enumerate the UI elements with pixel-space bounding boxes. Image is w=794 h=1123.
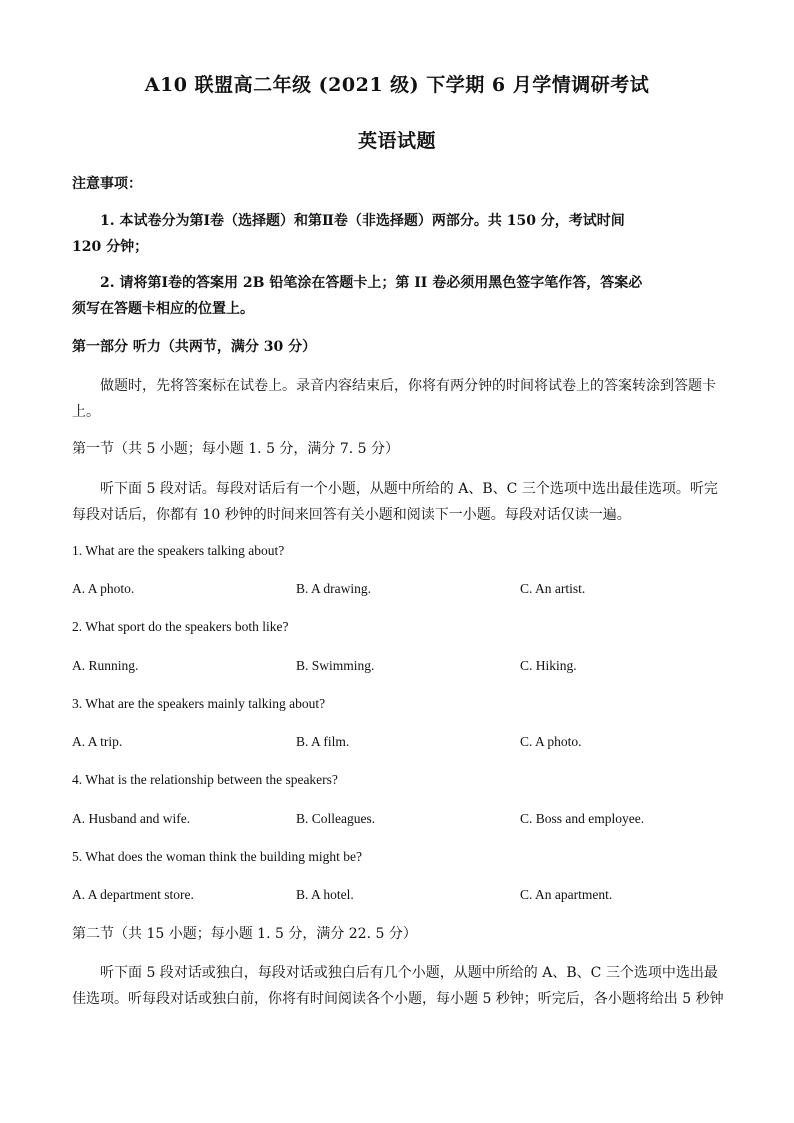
option-a: A. Running.: [72, 658, 139, 673]
section2-intro-line-2: 佳选项。听每段对话或独白前，你将有时间阅读各个小题，每小题 5 秒钟；听完后，各小题将给出 5 秒钟: [72, 991, 724, 1007]
option-a: A. Husband and wife.: [72, 811, 191, 826]
part1-intro-line-2: 上。: [72, 404, 100, 420]
exam-subtitle: 英语试题: [357, 130, 436, 152]
option-b: B. A hotel.: [296, 887, 354, 902]
question-1-options: [72, 576, 722, 602]
question-2: 2. What sport do the speakers both like?: [72, 619, 289, 634]
option-c: C. An apartment.: [520, 887, 613, 902]
question-4-options: [72, 806, 722, 832]
question-2-options: [72, 653, 722, 679]
option-c: C. Boss and employee.: [520, 811, 645, 826]
notice-item-1-line-1: 1. 本试卷分为第Ⅰ卷（选择题）和第Ⅱ卷（非选择题）两部分。共 150 分，考试时间: [100, 213, 625, 229]
notice-heading: 注意事项：: [72, 176, 142, 192]
part1-intro-line-1: 做题时，先将答案标在试卷上。录音内容结束后，你将有两分钟的时间将试卷上的答案转涂到答题卡: [100, 378, 716, 394]
option-b: B. A film.: [296, 734, 350, 749]
option-a: A. A trip.: [72, 734, 123, 749]
notice-item-1-line-2: 120 分钟；: [72, 239, 149, 255]
section1-heading: 第一节（共 5 小题；每小题 1. 5 分，满分 7. 5 分）: [72, 441, 400, 457]
option-a: A. A department store.: [72, 887, 194, 902]
question-5: 5. What does the woman think the building might be?: [72, 849, 362, 864]
notice-item-2-line-1: 2. 请将第Ⅰ卷的答案用 2B 铅笔涂在答题卡上；第 II 卷必须用黑色签字笔作答，答案必: [100, 275, 643, 291]
option-b: B. Colleagues.: [296, 811, 376, 826]
section2-intro-line-1: 听下面 5 段对话或独白，每段对话或独白后有几个小题，从题中所给的 A、B、C 三个选项中选出最: [100, 965, 718, 981]
question-1: 1. What are the speakers talking about?: [72, 543, 285, 558]
option-c: C. A photo.: [520, 734, 582, 749]
question-3-options: [72, 729, 722, 755]
section1-intro-line-1: 听下面 5 段对话。每段对话后有一个小题，从题中所给的 A、B、C 三个选项中选出最佳选项。听完: [100, 481, 718, 497]
option-b: B. Swimming.: [296, 658, 375, 673]
question-5-options: [72, 882, 722, 908]
option-c: C. An artist.: [520, 581, 586, 596]
question-3: 3. What are the speakers mainly talking about?: [72, 696, 326, 711]
notice-item-2-line-2: 须写在答题卡相应的位置上。: [72, 301, 254, 317]
option-b: B. A drawing.: [296, 581, 372, 596]
part1-heading: 第一部分 听力（共两节，满分 30 分）: [72, 339, 317, 355]
option-c: C. Hiking.: [520, 658, 577, 673]
section1-intro-line-2: 每段对话后，你都有 10 秒钟的时间来回答有关小题和阅读下一小题。每段对话仅读一遍。: [72, 507, 631, 523]
exam-title: A10 联盟高二年级 (2021 级) 下学期 6 月学情调研考试: [144, 74, 650, 96]
option-a: A. A photo.: [72, 581, 135, 596]
question-4: 4. What is the relationship between the speakers?: [72, 772, 338, 787]
section2-heading: 第二节（共 15 小题；每小题 1. 5 分，满分 22. 5 分）: [72, 926, 417, 942]
